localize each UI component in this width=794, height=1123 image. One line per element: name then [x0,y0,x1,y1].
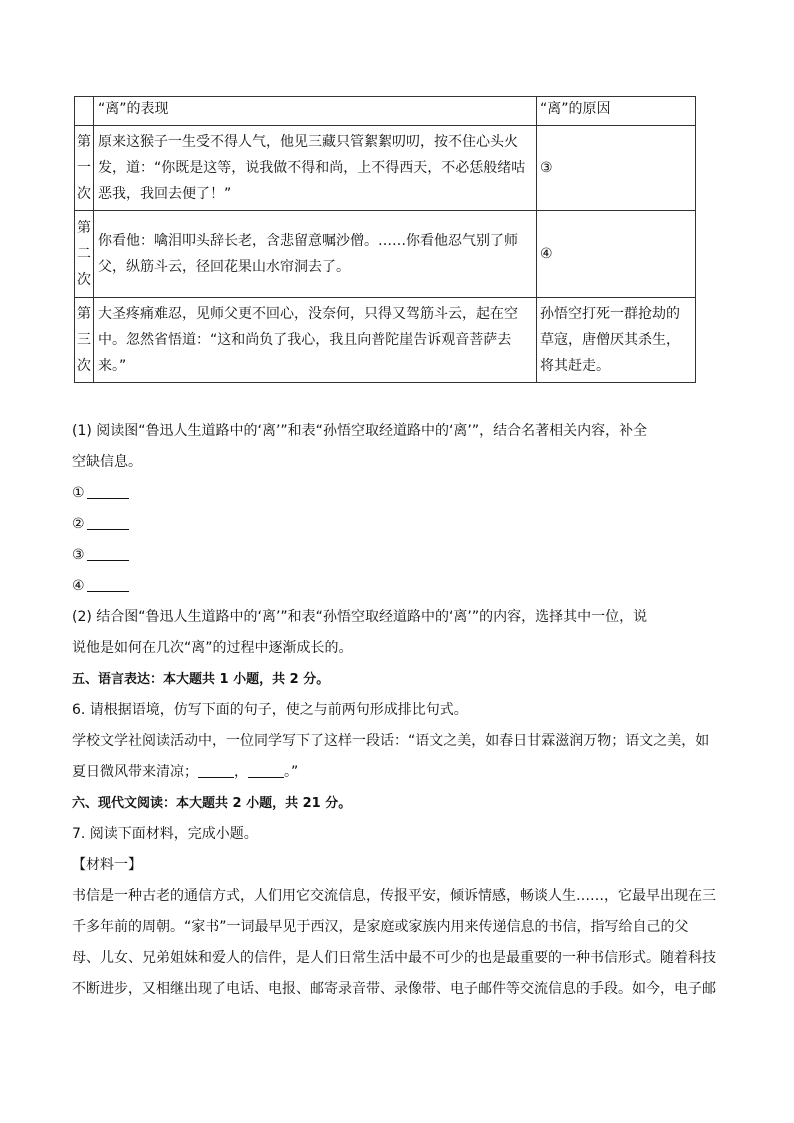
header-time [75,97,94,126]
section-6 [72,788,722,1005]
answer-line[interactable] [87,546,129,561]
question-2-line-2: 说他是如何在几次“离”的过程中逐渐成长的。 [72,640,353,656]
blank-label: ③ [72,547,85,563]
material-para-line-1: 书信是一种古老的通信方式，人们用它交流信息，传报平安，倾诉情感，畅谈人生……，它最早出现在三 [72,888,716,904]
question-1-line-2: 空缺信息。 [72,454,142,470]
question-1-line-1: (1) 阅读图“鲁迅人生道路中的‘离’”和表“孙悟空取经道路中的‘离’”，结合名著相关内容，补全 [72,423,648,439]
material-para-line-2: 千多年前的周朝。“家书”一词最早见于西汉，是家庭或家族内用来传递信息的书信，指写给自己的父 [72,919,689,935]
row-reason: ③ [537,126,696,211]
section-heading-detail: 本大题共 2 小题，共 21 分。 [176,796,352,811]
question-2-line-1: (2) 结合图“鲁迅人生道路中的‘离’”和表“孙悟空取经道路中的‘离’”的内容，选择其中一位，说 [72,609,648,625]
table-row [75,126,696,211]
table-row [75,211,696,298]
header-reason: “离”的原因 [537,97,696,126]
question-6-title: 6. 请根据语境，仿写下面的句子，使之与前两句形成排比句式。 [72,702,468,718]
question-2 [72,602,722,664]
section-5 [72,664,722,788]
row-reason: 孙悟空打死一群抢劫的草寇，唐僧厌其杀生，将其赶走。 [537,298,696,383]
para-end: 。” [284,764,299,780]
para-separator: ， [234,764,248,780]
li-reason-table [74,96,696,383]
material-para-line-4: 不断进步，又相继出现了电话、电报、邮寄录音带、录像带、电子邮件等交流信息的手段。如今，电子邮 [72,981,716,997]
answer-line[interactable] [198,763,234,778]
section-heading-prefix: 五、语言表达： [72,672,164,687]
question-6-para-line-1: 学校文学社阅读活动中，一位同学写下了这样一段话：“语文之美，如春日甘霖滋润万物；语文之美，如 [72,733,710,749]
blank-label: ② [72,516,85,532]
answer-line[interactable] [87,515,129,530]
material-label: 【材料一】 [72,857,142,873]
answer-blank-4 [72,571,722,602]
question-6-para-line-2 [72,757,722,788]
blank-label: ① [72,485,85,501]
row-reason: ④ [537,211,696,298]
table-row [75,298,696,383]
section-6-heading [72,788,722,819]
answer-blank-2 [72,509,722,540]
answer-line[interactable] [87,577,129,592]
row-performance: 原来这猴子一生受不得人气，他见三藏只管絮絮叨叨，按不住心头火发，道：“你既是这等，说我做不得和尚，上不得西天，不必恁般绪咕恶我，我回去便了！” [94,126,537,211]
blank-label: ④ [72,578,85,594]
row-performance: 大圣疼痛难忍，见师父更不回心，没奈何，只得又驾筋斗云，起在空中。忽然省悟道：“这和尚负了我心，我且向普陀崖告诉观音菩萨去来。” [94,298,537,383]
question-1 [72,416,722,602]
row-time: 第三次 [75,298,94,383]
answer-line[interactable] [248,763,284,778]
answer-line[interactable] [87,484,129,499]
row-performance: 你看他：噙泪叩头辞长老，含悲留意嘱沙僧。……你看他忍气别了师父，纵筋斗云，径回花果山水帘洞去了。 [94,211,537,298]
row-time: 第一次 [75,126,94,211]
header-performance: “离”的表现 [94,97,537,126]
row-time: 第二次 [75,211,94,298]
section-heading-prefix: 六、现代文阅读： [72,796,177,811]
para-text: 夏日微风带来清凉； [72,764,198,780]
section-heading-detail: 本大题共 1 小题，共 2 分。 [163,672,330,687]
answer-blank-3 [72,540,722,571]
material-para-line-3: 母、儿女、兄弟姐妹和爱人的信件，是人们日常生活中最不可少的也是最重要的一种书信形式。随着科技 [72,950,716,966]
section-5-heading [72,664,722,695]
question-7-title: 7. 阅读下面材料，完成小题。 [72,826,258,842]
table-header-row [75,97,696,126]
answer-blank-1 [72,478,722,509]
